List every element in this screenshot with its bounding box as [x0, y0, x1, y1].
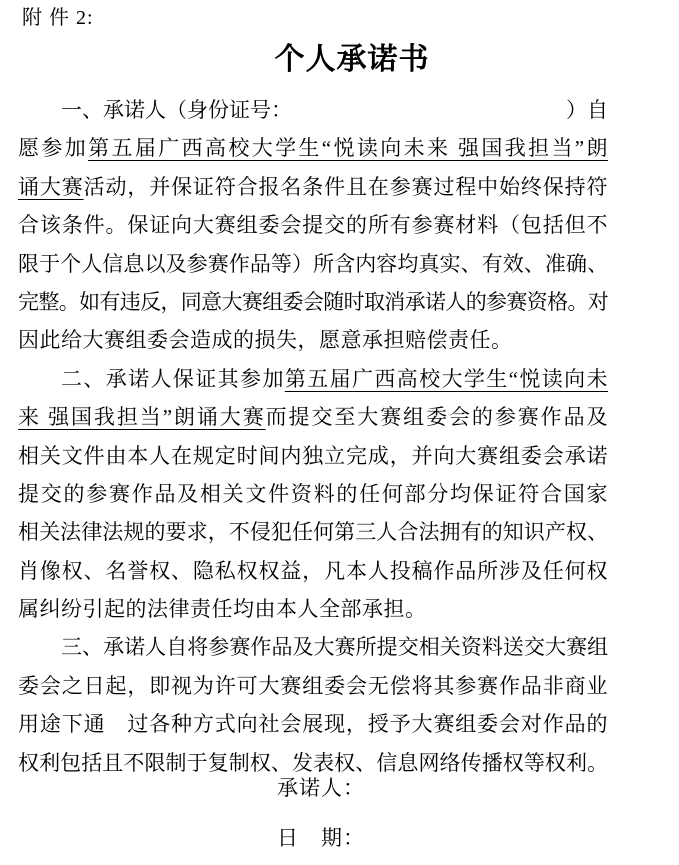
text-line [18, 206, 608, 244]
text-line [18, 552, 608, 590]
document-body [18, 91, 608, 782]
text-line [18, 475, 608, 513]
text-run: 而提交至大赛组委会的参赛作品及 [265, 405, 608, 430]
text-line [18, 91, 608, 129]
underlined-text: 第五届广西高校大学生“悦读向未来 强国我担当”朗 [88, 136, 608, 161]
page-title: 个人承诺书 [274, 43, 430, 76]
text-run: 相关法律法规的要求，不侵犯任何第三人合法拥有的知识产权、 [18, 520, 608, 545]
text-line [18, 360, 608, 398]
text-line [18, 705, 608, 743]
text-run: 限于个人信息以及参赛作品等）所含内容均真实、有效、准确、 [18, 251, 608, 276]
text-line [18, 667, 608, 705]
date-label: 日 期： [277, 826, 365, 850]
text-run: 三、承诺人自将参赛作品及大赛所提交相关资料送交大赛组 [61, 635, 608, 660]
text-line [18, 321, 608, 359]
text-run: 合该条件。保证向大赛组委会提交的所有参赛材料（包括但不 [18, 213, 608, 238]
text-run: 肖像权、名誉权、隐私权权益，凡本人投稿作品所涉及任何权 [18, 558, 608, 583]
text-run: 权利包括且不限制于复制权、发表权、信息网络传播权等权利。 [18, 750, 608, 775]
text-line [18, 628, 608, 666]
text-run: 提交的参赛作品及相关文件资料的任何部分均保证符合国家 [18, 481, 608, 506]
attachment-label: 附 件 2: [22, 7, 94, 29]
id-number-blank[interactable] [292, 91, 566, 129]
underlined-text: 来 强国我担当”朗诵大赛 [18, 405, 266, 430]
text-run: 属纠纷引起的法律责任均由本人全部承担。 [18, 597, 427, 622]
text-run: 因此给大赛组委会造成的损失，愿意承担赔偿责任。 [18, 328, 513, 353]
text-run: 愿参加 [18, 136, 89, 161]
text-line [18, 398, 608, 436]
text-run: 相关文件由本人在规定时间内独立完成，并向大赛组委会承诺 [18, 443, 608, 468]
promisor-label: 承诺人： [277, 776, 365, 800]
text-run: 活动，并保证符合报名条件且在参赛过程中始终保持符 [83, 174, 608, 199]
text-run: 委会之日起，即视为许可大赛组委会无偿将其参赛作品非商业 [18, 673, 608, 698]
text-run: ）自 [566, 98, 608, 122]
text-line [18, 168, 608, 206]
text-line [18, 590, 608, 628]
text-run: 一、承诺人（身份证号： [61, 98, 292, 122]
text-line [18, 245, 608, 283]
text-run: 完整。如有违反，同意大赛组委会随时取消承诺人的参赛资格。对 [18, 289, 608, 314]
text-line [18, 437, 608, 475]
text-line [18, 129, 608, 167]
underlined-text: 第五届广西高校大学生“悦读向未 [284, 366, 608, 391]
text-run: 二、承诺人保证其参加 [61, 366, 285, 391]
text-line [18, 283, 608, 321]
underlined-text: 诵大赛 [18, 174, 84, 199]
text-run: 用途下通 过各种方式向社会展现，授予大赛组委会对作品的 [18, 712, 608, 737]
text-line [18, 513, 608, 551]
